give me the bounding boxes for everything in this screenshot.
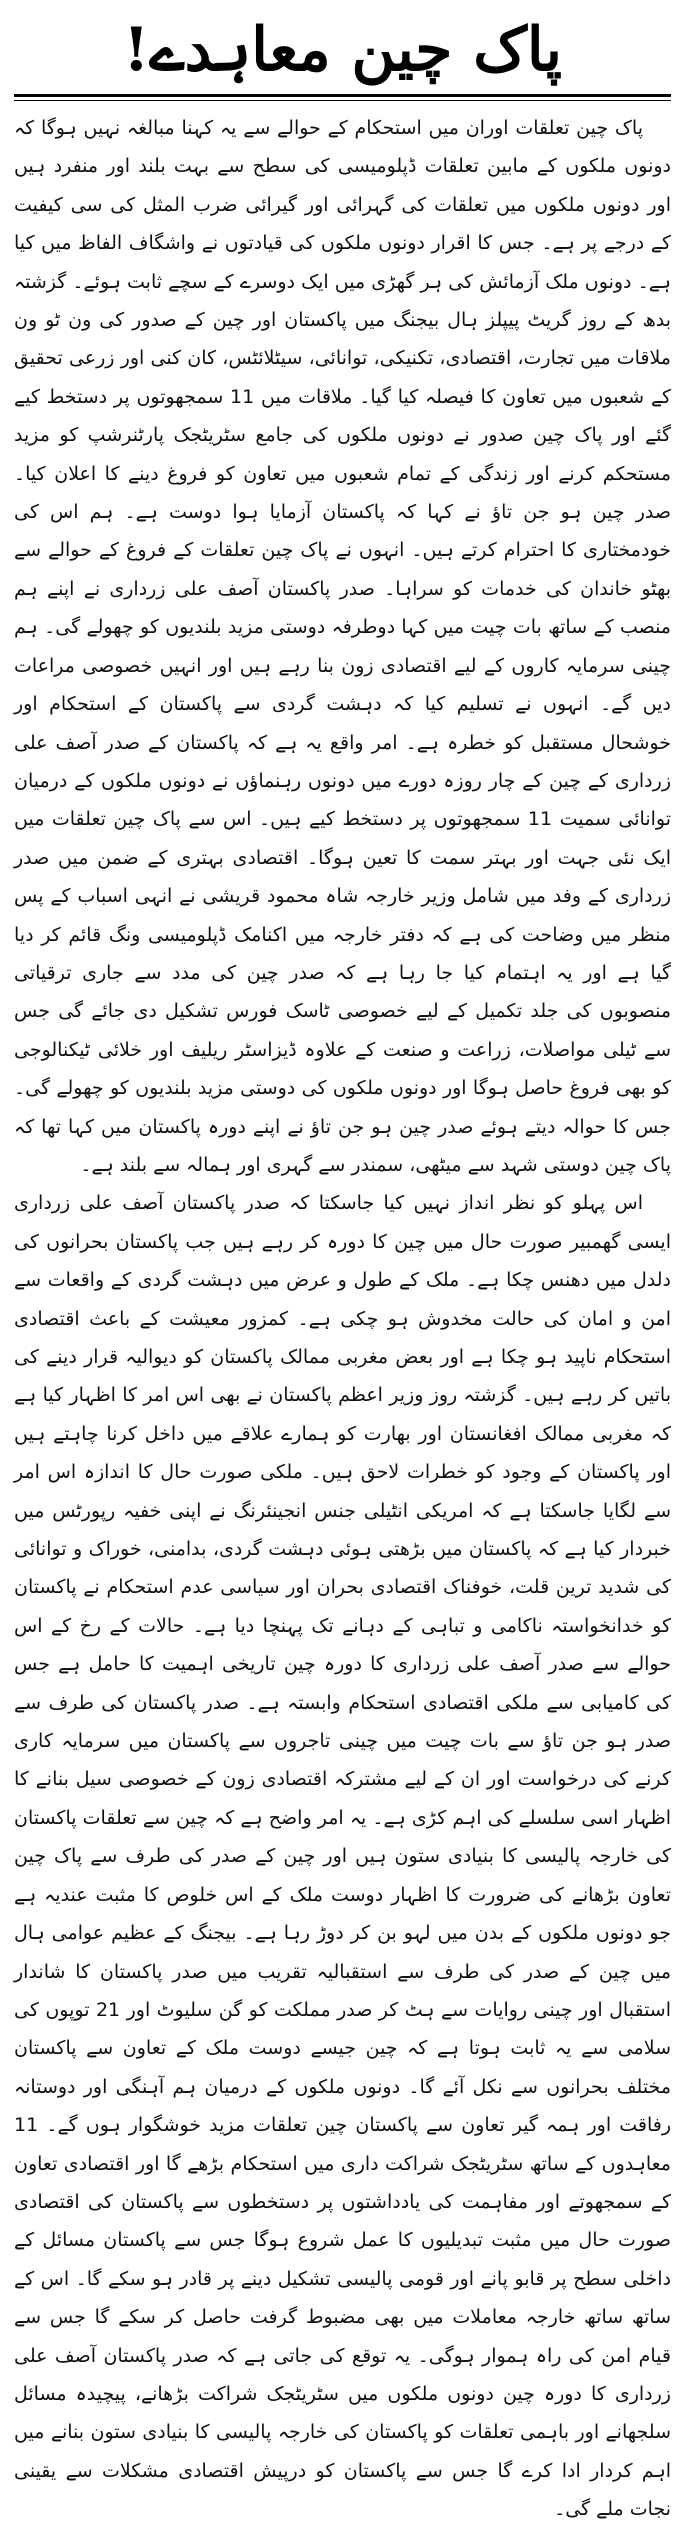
article-paragraph-1: پاک چین تعلقات اوران میں استحکام کے حوالے سے یہ کہنا مبالغہ نہیں ہوگا کہ دونوں ملکوں کے مابین تعلقات ڈپلومیسی کی سطح سے بہت بلند اور منفرد ہیں اور دونوں ملکوں میں تعلقات کی گہرائی اور گیرائی ضرب المثل کی سی کیفیت کے درجے پر ہے۔ جس کا اقرار دونوں ملکوں کی قیادتوں نے واشگاف الفاظ میں کیا ہے۔ دونوں ملک آزمائش کی ہر گھڑی میں ایک دوسرے کے سچے ثابت ہوئے۔ گزشتہ بدھ کے روز گریٹ پیپلز ہال بیجنگ میں پاکستان اور چین کے صدور کی ون ٹو ون ملاقات میں تجارت، اقتصادی، تکنیکی، توانائی، سیٹلائٹس، کان کنی اور زرعی تحقیق کے شعبوں میں تعاون کا فیصلہ کیا گیا۔ ملاقات میں 11 سمجھوتوں پر دستخط کیے گئے اور پاک چین صدور نے دونوں ملکوں کی جامع سٹریٹجک پارٹنرشپ کو مزید مستحکم کرنے اور زندگی کے تمام شعبوں میں تعاون کو فروغ دینے کا اعلان کیا۔ صدر چین ہو جن تاؤ نے کہا کہ پاکستان آزمایا ہوا دوست ہے۔ ہم اس کی خودمختاری کا احترام کرتے ہیں۔ انہوں نے پاک چین تعلقات کے فروغ کے حوالے سے بھٹو خاندان کی خدمات کو سراہا۔ صدر پاکستان آصف علی زرداری نے اپنے ہم منصب کے ساتھ بات چیت میں کہا دوطرفہ دوستی مزید بلندیوں کو چھولے گی۔ ہم چینی سرمایہ کاروں کے لیے اقتصادی زون بنا رہے ہیں اور انہیں خصوصی مراعات دیں گے۔ انہوں نے تسلیم کیا کہ دہشت گردی سے پاکستان کے استحکام اور خوشحال مستقبل کو خطرہ ہے۔ امر واقع یہ ہے کہ پاکستان کے صدر آصف علی زرداری کے چین کے چار روزہ دورے میں دونوں رہنماؤں نے دونوں ملکوں کے درمیان توانائی سمیت 11 سمجھوتوں پر دستخط کیے ہیں۔ اس سے پاک چین تعلقات میں ایک نئی جہت اور بہتر سمت کا تعین ہوگا۔ اقتصادی بہتری کے ضمن میں صدر زرداری کے وفد میں شامل وزیر خارجہ شاہ محمود قریشی نے انہی اسباب کے پس منظر میں وضاحت کی ہے کہ دفتر خارجہ میں اکنامک ڈپلومیسی ونگ قائم کر دیا گیا ہے اور یہ اہتمام کیا جا رہا ہے کہ صدر چین کی مدد سے جاری ترقیاتی منصوبوں کی جلد تکمیل کے لیے خصوصی ٹاسک فورس تشکیل دی جائے گی جس سے ٹیلی مواصلات، زراعت و صنعت کے علاوہ ڈیزاسٹر ریلیف اور خلائی ٹیکنالوجی کو بھی فروغ حاصل ہوگا اور دونوں ملکوں کی دوستی مزید بلندیوں کو چھولے گی۔ جس کا حوالہ دیتے ہوئے صدر چین ہو جن تاؤ نے اپنے دورہ پاکستان میں کہا تھا کہ پاک چین دوستی شہد سے میٹھی، سمندر سے گہری اور ہمالہ سے بلند ہے۔ bbox=[14, 117, 672, 1176]
article-paragraph-2: اس پہلو کو نظر انداز نہیں کیا جاسکتا کہ صدر پاکستان آصف علی زرداری ایسی گھمبیر صورت حال میں چین کا دورہ کر رہے ہیں جب پاکستان بحرانوں کی دلدل میں دھنس چکا ہے۔ ملک کے طول و عرض میں دہشت گردی کے واقعات سے امن و امان کی حالت مخدوش ہو چکی ہے۔ کمزور معیشت کے باعث اقتصادی استحکام ناپید ہو چکا ہے اور بعض مغربی ممالک پاکستان کو دیوالیہ قرار دینے کی باتیں کر رہے ہیں۔ گزشتہ روز وزیر اعظم پاکستان نے بھی اس امر کا اظہار کیا ہے کہ مغربی ممالک افغانستان اور بھارت کو ہمارے علاقے میں داخل کرنا چاہتے ہیں اور پاکستان کے وجود کو خطرات لاحق ہیں۔ ملکی صورت حال کا اندازہ اس امر سے لگایا جاسکتا ہے کہ امریکی انٹیلی جنس انجینئرنگ نے اپنی خفیہ رپورٹس میں خبردار کیا ہے کہ پاکستان میں بڑھتی ہوئی دہشت گردی، بدامنی، خوراک و توانائی کی شدید ترین قلت، خوفناک اقتصادی بحران اور سیاسی عدم استحکام نے پاکستان کو خدانخواستہ ناکامی و تباہی کے دہانے تک پہنچا دیا ہے۔ حالات کے رخ کے اس حوالے سے صدر آصف علی زرداری کا دورہ چین تاریخی اہمیت کا حامل ہے جس کی کامیابی سے ملکی اقتصادی استحکام وابستہ ہے۔ صدر پاکستان کی طرف سے صدر ہو جن تاؤ سے بات چیت میں چینی تاجروں سے پاکستان میں سرمایہ کاری کرنے کی درخواست اور ان کے لیے مشترکہ اقتصادی زون کے خصوصی سیل بنانے کا اظہار اسی سلسلے کی اہم کڑی ہے۔ یہ امر واضح ہے کہ چین سے تعلقات پاکستان کی خارجہ پالیسی کا بنیادی ستون ہیں اور چین کے صدر کی طرف سے پاک چین تعاون بڑھانے کی ضرورت کا اظہار دوست ملک کے اس خلوص کا مثبت عندیہ ہے جو دونوں ملکوں کے بدن میں لہو بن کر دوڑ رہا ہے۔ بیجنگ کے عظیم عوامی ہال میں چین کے صدر کی طرف سے استقبالیہ تقریب میں صدر پاکستان کا شاندار استقبال اور چینی روایات سے ہٹ کر صدر مملکت کو گن سلیوٹ اور 21 توپوں کی سلامی سے یہ ثابت ہوتا ہے کہ چین جیسے دوست ملک کے تعاون سے پاکستان مختلف بحرانوں سے نکل آئے گا۔ دونوں ملکوں کے درمیان ہم آہنگی اور دوستانہ رفاقت اور ہمہ گیر تعاون سے پاکستان چین تعلقات مزید خوشگوار ہوں گے۔ 11 معاہدوں کے ساتھ سٹریٹجک شراکت داری میں استحکام بڑھے گا اور اقتصادی تعاون کے سمجھوتے اور مفاہمت کی یادداشتوں پر دستخطوں سے پاکستان کی اقتصادی صورت حال میں مثبت تبدیلیوں کا عمل شروع ہوگا جس سے پاکستان مسائل کے داخلی سطح پر قابو پانے اور قومی پالیسی تشکیل دینے پر قادر ہو سکے گا۔ اس کے ساتھ ساتھ خارجہ معاملات میں بھی مضبوط گرفت حاصل کر سکے گا جس سے قیام امن کی راہ ہموار ہوگی۔ یہ توقع کی جاتی ہے کہ صدر پاکستان آصف علی زرداری کا دورہ چین دونوں ملکوں میں سٹریٹجک شراکت بڑھانے، پیچیدہ مسائل سلجھانے اور باہمی تعلقات کو پاکستان کی خارجہ پالیسی کا بنیادی ستون بنانے میں اہم کردار ادا کرے گا جس سے پاکستان کو درپیش اقتصادی مشکلات سے یقینی نجات ملے گی۔ bbox=[14, 1192, 672, 2521]
article-body bbox=[14, 109, 671, 2529]
article-headline: پاک چین معاہدے! bbox=[123, 15, 562, 85]
headline-divider bbox=[14, 94, 671, 101]
